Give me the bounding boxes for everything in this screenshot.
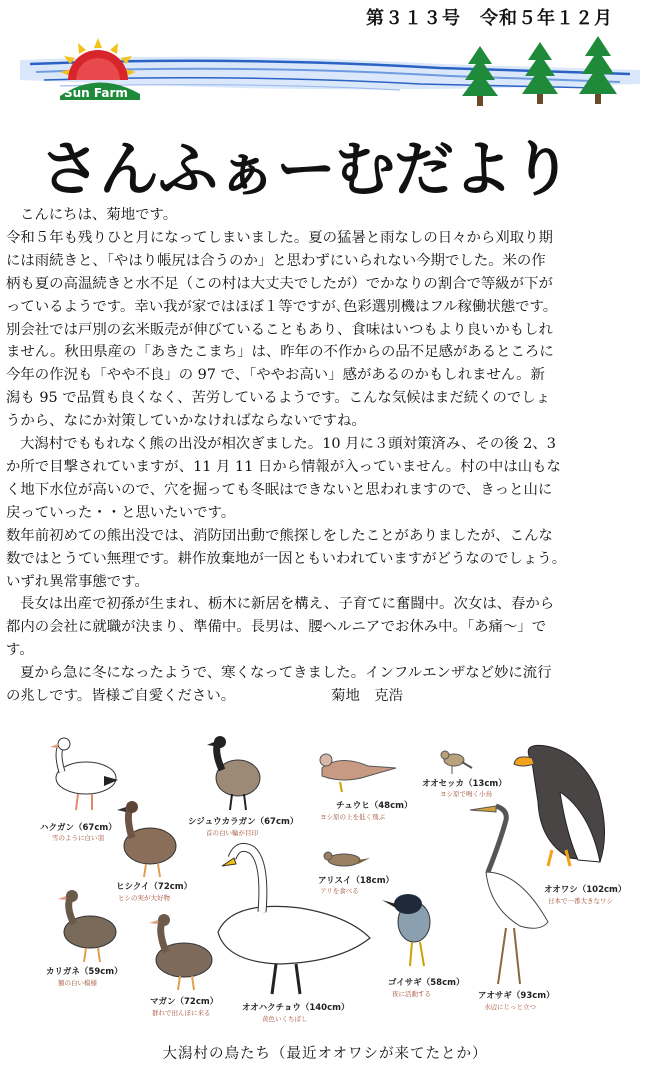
body-line: 別会社では戸別の玄米販売が伸びていることもあり、食味はいつもより良いかもしれ [6, 321, 553, 338]
bird-note: 水辺にじっと立つ [484, 1003, 536, 1011]
grey-heron-illustration [470, 806, 548, 984]
bird-name: ゴイサギ（58cm） [388, 978, 465, 988]
bird-name: オオセッカ（13cm） [422, 779, 507, 789]
issue-number: 第３１３号 令和５年１２月 [366, 8, 613, 29]
body-line: 柄も夏の高温続きと水不足（この村は大丈夫でしたが）でかなりの割合で等級が下が [6, 275, 553, 292]
body-line-text: の兆しです。皆様ご自愛ください。 [6, 688, 236, 705]
body-line: 数ではとうてい無理です。耕作放棄地が一因ともいわれていますがどうなのでしょう。 [6, 550, 567, 567]
body-line: 戻っていった・・と思いたいです。 [6, 504, 236, 521]
bird-name: オオハクチョウ（140cm） [242, 1003, 350, 1013]
bird-caption: 大潟村の鳥たち（最近オオワシが来てたとか） [162, 1046, 488, 1062]
body-line: か所で目撃されていますが、11 月 11 日から情報が入っていません。村の中は山もな [6, 458, 561, 475]
bird-note: 黄色いくちばし [262, 1015, 308, 1023]
header-banner [0, 36, 650, 111]
body-line: 大潟村でももれなく熊の出没が相次ぎました。10 月に３頭対策済み、その後 2、3 [20, 436, 556, 453]
bird-note: ヨシ原で鳴く小鳥 [440, 790, 492, 798]
body-line: こんにちは、菊地です。 [20, 207, 178, 223]
bird-note: 日本で一番大きなワシ [548, 897, 613, 905]
article-body [6, 204, 646, 708]
body-line: 今年の作況も「やや不良」の 97 で、「ややお高い」感があるのかもしれません。新 [6, 367, 545, 384]
body-line: うから、なにか対策していかなければならないですね。 [6, 413, 366, 430]
body-line: っているようです。幸い我が家ではほぼ１等ですが､色彩選別機はフル稼働状態です。 [6, 298, 558, 315]
night-heron-illustration [382, 894, 430, 966]
cackling-goose-illustration [207, 736, 260, 810]
bird-name: アオサギ（93cm） [478, 991, 555, 1001]
body-line: 夏から急に冬になったようで、寒くなってきました。インフルエンザなど妙に流行 [20, 665, 552, 682]
white-fronted-goose-illustration [149, 914, 212, 990]
bird-name: マガン（72cm） [150, 997, 219, 1007]
body-line: いずれ異常事態です。 [6, 573, 149, 590]
body-line [6, 685, 646, 708]
body-line: 数年前初めての熊出没では、消防団出動で熊探しをしたことがありましたが、こんな [6, 527, 553, 544]
bird-name: チュウヒ（48cm） [336, 801, 413, 811]
body-line: には雨続きと、「やはり帳尻は合うのか」と思わずにいられない今期でした。米の作 [6, 252, 546, 269]
bird-illustrations [0, 732, 650, 1037]
bird-note: 首の白い輪が目印 [206, 829, 258, 837]
body-line: く地下水位が高いので、穴を掘っても冬眠はできないと思われますので、きっと山に [6, 481, 553, 498]
snow-goose-illustration [50, 738, 118, 810]
body-line: 都内の会社に就職が決まり、準備中。長男は、腰ヘルニアでお休み中。「あ痛～」で [6, 619, 547, 636]
bird-note: 雪のように白い羽 [52, 834, 104, 842]
wryneck-illustration [324, 852, 370, 866]
lesser-white-fronted-goose-illustration [58, 890, 116, 962]
body-line: 潟も 95 で品質も良くなく、苦労しているようです。こんな気候はまだ続くのでしょ [6, 390, 551, 407]
newsletter-title: さんふぁーむだより [40, 135, 571, 205]
body-line: ません。秋田県産の「あきたこまち」は、昨年の不作からの品不足感があるところに [6, 344, 554, 361]
bird-name: アリスイ（18cm） [318, 876, 395, 886]
marsh-harrier-illustration [320, 754, 396, 792]
bird-name: ヒシクイ（72cm） [116, 882, 193, 892]
body-line: す。 [6, 642, 34, 659]
tree-icons [462, 36, 617, 106]
author-signature: 菊地 克浩 [331, 688, 404, 705]
bird-note: アリを食べる [320, 887, 359, 895]
bird-note: 群れで田んぼに来る [152, 1009, 211, 1017]
bean-goose-illustration [117, 801, 176, 877]
body-line: 長女は出産で初孫が生まれ、栃木に新居を構え、子育てに奮闘中。次女は、春から [20, 596, 555, 613]
bird-note: 額の白い模様 [58, 979, 97, 987]
marsh-grassbird-illustration [441, 751, 472, 774]
body-line: 令和５年も残りひと月になってしまいました。夏の猛暑と雨なしの日々から刈取り期 [6, 229, 553, 246]
bird-note: 夜に活動する [392, 990, 431, 998]
bird-note: ヒシの実が大好物 [118, 894, 170, 902]
logo-text: Sun Farm [64, 86, 128, 100]
bird-name: シジュウカラガン（67cm） [188, 817, 299, 827]
bird-name: カリガネ（59cm） [46, 967, 123, 977]
bird-name: ハクガン（67cm） [40, 823, 117, 833]
whooper-swan-illustration [218, 847, 370, 994]
bird-name: オオワシ（102cm） [544, 885, 627, 895]
stellers-sea-eagle-illustration [514, 745, 605, 866]
bird-note: ヨシ原の上を低く飛ぶ [320, 813, 385, 821]
